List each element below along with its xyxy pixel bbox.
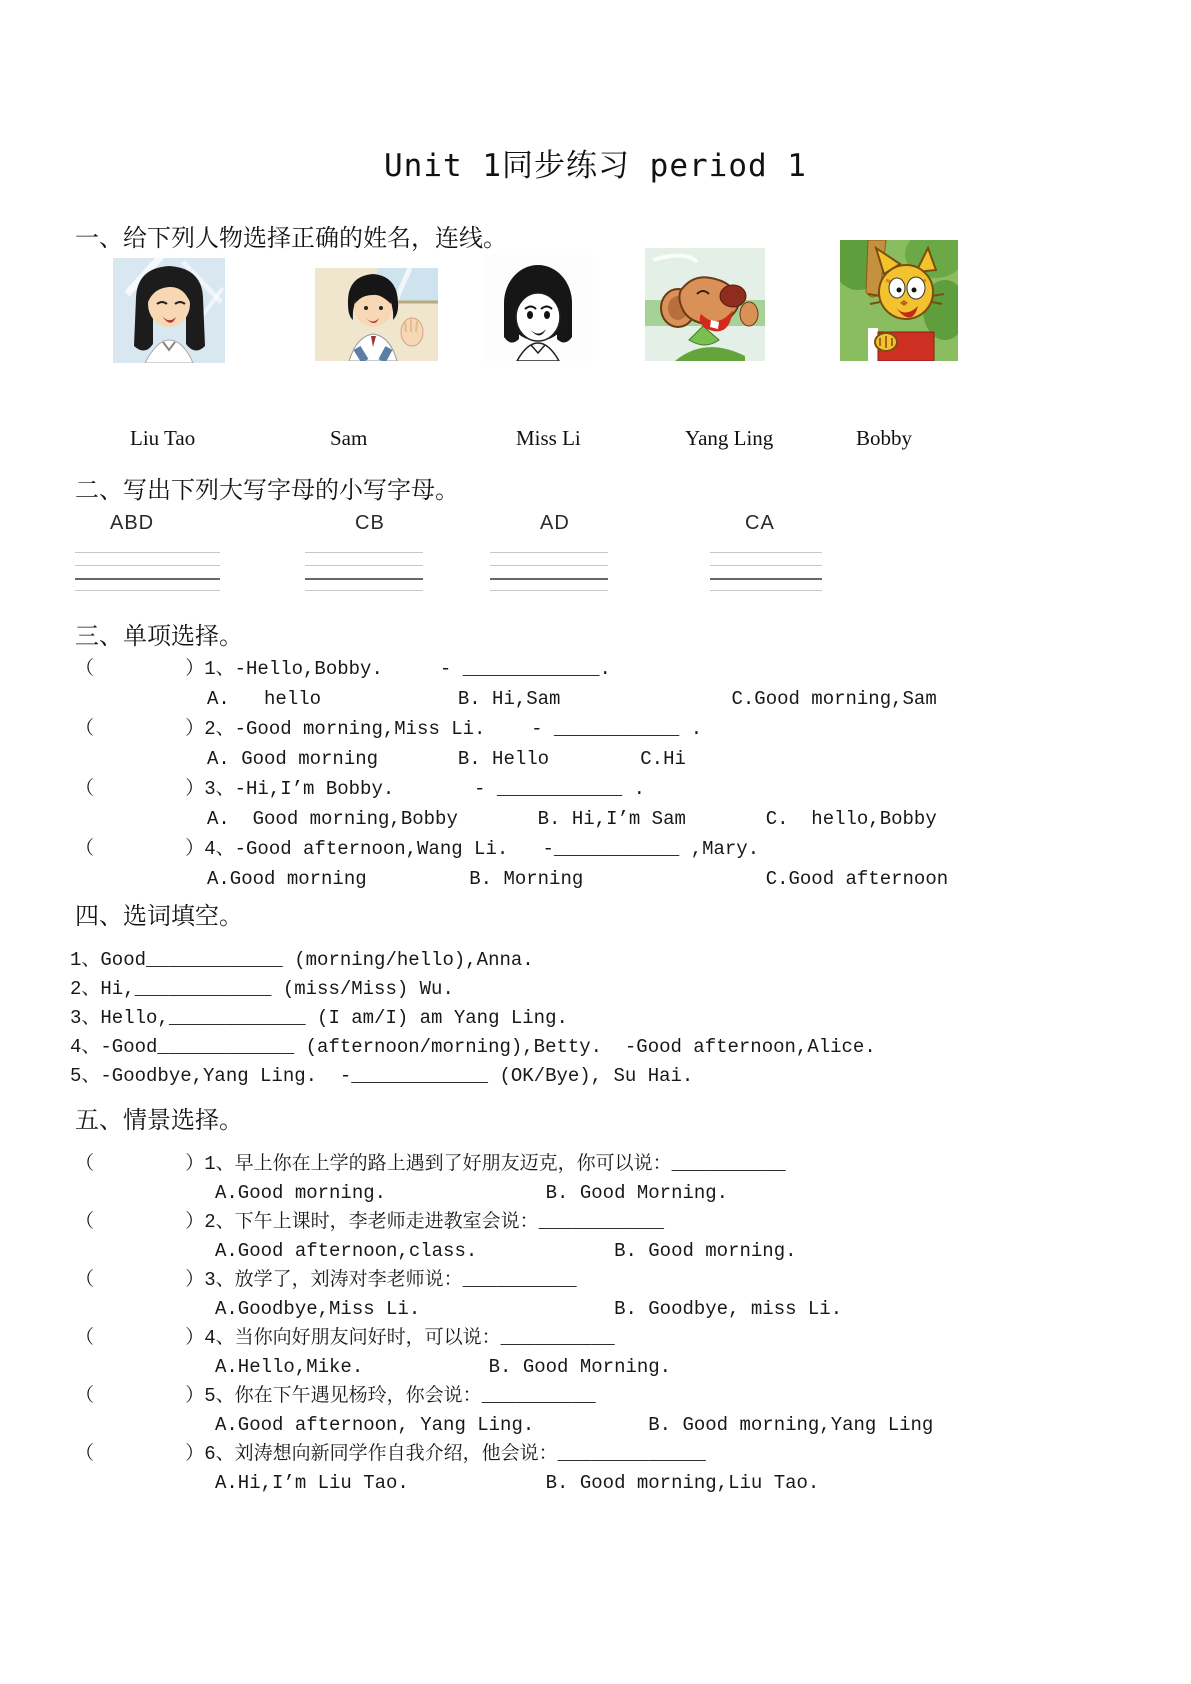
character-name-bobby: Bobby bbox=[856, 426, 913, 450]
mouse-portrait-image bbox=[645, 248, 765, 361]
girl-portrait-image bbox=[483, 255, 593, 361]
letter-group-ad: AD bbox=[540, 512, 570, 534]
portrait-boy-waving bbox=[315, 268, 438, 361]
section4-heading: 四、选词填空。 bbox=[75, 904, 243, 930]
question-stem: （ ）3、-Hi,I’m Bobby. - ___________ . bbox=[75, 778, 646, 800]
situation-question-1 bbox=[75, 1150, 1171, 1208]
stave-line bbox=[490, 552, 608, 553]
fill-in-item-5: 5、-Goodbye,Yang Ling. -____________ (OK/Bye), Su Hai. bbox=[70, 1065, 694, 1087]
question-stem: （ ）2、-Good morning,Miss Li. - ___________ . bbox=[75, 718, 703, 740]
portrait-woman-long-hair bbox=[113, 258, 225, 363]
stave-line bbox=[75, 552, 220, 553]
character-name-yang-ling: Yang Ling bbox=[685, 426, 774, 450]
question-options: A.Hello,Mike. B. Good Morning. bbox=[215, 1356, 672, 1378]
question-stem: （ ）4、-Good afternoon,Wang Li. -___________ ,Mary. bbox=[75, 838, 760, 860]
fill-in-item-1: 1、Good____________ (morning/hello),Anna. bbox=[70, 949, 534, 971]
stave-line bbox=[710, 590, 822, 591]
stave-line bbox=[490, 565, 608, 566]
question-stem: （ ）2、下午上课时，李老师走进教室会说：___________ bbox=[75, 1211, 665, 1233]
page-title: Unit 1同步练习 period 1 bbox=[384, 148, 807, 184]
stave-line bbox=[710, 565, 822, 566]
name-row bbox=[0, 426, 1191, 460]
stave-baseline bbox=[305, 578, 423, 580]
portrait-cat bbox=[840, 240, 958, 361]
choice-question-3 bbox=[75, 774, 1171, 834]
question-options: A.Good morning. B. Good Morning. bbox=[215, 1182, 729, 1204]
portrait-row bbox=[0, 238, 1191, 370]
stave-line bbox=[490, 590, 608, 591]
question-stem: （ ）6、刘涛想向新同学作自我介绍，他会说：_____________ bbox=[75, 1443, 706, 1465]
stave-baseline bbox=[490, 578, 608, 580]
character-name-miss-li: Miss Li bbox=[516, 426, 581, 450]
stave-line bbox=[710, 552, 822, 553]
question-stem: （ ）1、早上你在上学的路上遇到了好朋友迈克，你可以说：__________ bbox=[75, 1153, 786, 1175]
choice-question-1 bbox=[75, 654, 1171, 714]
choice-question-2 bbox=[75, 714, 1171, 774]
portrait-mouse bbox=[645, 248, 765, 361]
fill-in-item-2: 2、Hi,____________ (miss/Miss) Wu. bbox=[70, 978, 454, 1000]
question-options: A. hello B. Hi,Sam C.Good morning,Sam bbox=[207, 688, 937, 710]
fill-in-item-3: 3、Hello,____________ (I am/I) am Yang Ling. bbox=[70, 1007, 568, 1029]
writing-stave bbox=[710, 552, 822, 594]
stave-line bbox=[305, 565, 423, 566]
stave-line bbox=[75, 590, 220, 591]
question-options: A.Good afternoon,class. B. Good morning. bbox=[215, 1240, 797, 1262]
section3-heading: 三、单项选择。 bbox=[75, 624, 243, 650]
situation-question-6 bbox=[75, 1440, 1171, 1498]
question-options: A.Hi,I’m Liu Tao. B. Good morning,Liu Tao. bbox=[215, 1472, 820, 1494]
question-options: A.Good morning B. Morning C.Good afternoon bbox=[207, 868, 949, 890]
multiple-choice-section bbox=[75, 654, 1171, 894]
section1-heading: 一、给下列人物选择正确的姓名，连线。 bbox=[75, 226, 507, 252]
situation-question-3 bbox=[75, 1266, 1171, 1324]
situation-question-4 bbox=[75, 1324, 1171, 1382]
stave-line bbox=[75, 565, 220, 566]
character-name-liu-tao: Liu Tao bbox=[130, 426, 196, 450]
writing-stave bbox=[305, 552, 423, 594]
writing-stave bbox=[490, 552, 608, 594]
question-options: A.Goodbye,Miss Li. B. Goodbye, miss Li. bbox=[215, 1298, 843, 1320]
stave-line bbox=[305, 590, 423, 591]
question-stem: （ ）5、你在下午遇见杨玲，你会说：__________ bbox=[75, 1385, 596, 1407]
situation-choice-section bbox=[75, 1150, 1171, 1498]
woman-portrait-image bbox=[113, 258, 225, 363]
writing-stave-row bbox=[0, 552, 1191, 598]
letter-group-cb: CB bbox=[355, 512, 385, 534]
uppercase-letter-row bbox=[0, 512, 1191, 542]
letter-group-ca: CA bbox=[745, 512, 775, 534]
fill-in-item-4: 4、-Good____________ (afternoon/morning),Betty. -Good afternoon,Alice. bbox=[70, 1036, 876, 1058]
question-stem: （ ）4、当你向好朋友问好时，可以说：__________ bbox=[75, 1327, 615, 1349]
question-options: A.Good afternoon, Yang Ling. B. Good morning,Yang Ling bbox=[215, 1414, 934, 1436]
choice-question-4 bbox=[75, 834, 1171, 894]
writing-stave bbox=[75, 552, 220, 594]
section2-heading: 二、写出下列大写字母的小写字母。 bbox=[75, 478, 459, 504]
section5-heading: 五、情景选择。 bbox=[75, 1108, 243, 1134]
situation-question-2 bbox=[75, 1208, 1171, 1266]
question-options: A. Good morning,Bobby B. Hi,I’m Sam C. hello,Bobby bbox=[207, 808, 937, 830]
stave-baseline bbox=[710, 578, 822, 580]
portrait-girl-sketch bbox=[483, 255, 593, 361]
cat-portrait-image bbox=[840, 240, 958, 361]
stave-line bbox=[305, 552, 423, 553]
question-stem: （ ）3、放学了，刘涛对李老师说：__________ bbox=[75, 1269, 577, 1291]
situation-question-5 bbox=[75, 1382, 1171, 1440]
character-name-sam: Sam bbox=[330, 426, 368, 450]
letter-group-abd: ABD bbox=[110, 512, 155, 534]
boy-portrait-image bbox=[315, 268, 438, 361]
stave-baseline bbox=[75, 578, 220, 580]
fill-in-section bbox=[70, 946, 1171, 1091]
question-stem: （ ）1、-Hello,Bobby. - ____________. bbox=[75, 658, 611, 680]
question-options: A. Good morning B. Hello C.Hi bbox=[207, 748, 686, 770]
